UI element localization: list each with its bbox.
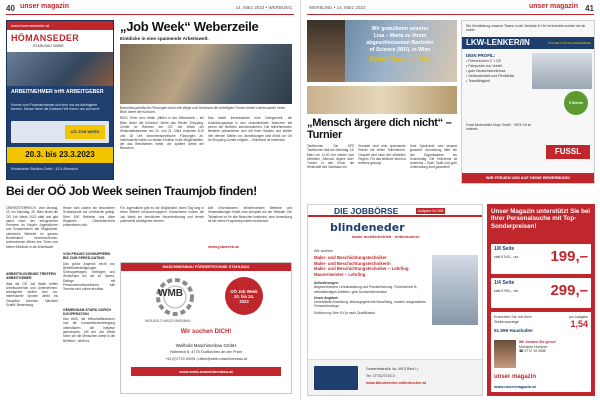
congrats-signoff: Deine Oma und Opa: [369, 56, 431, 63]
lkw-contact: Fussl Modestraße Mayr GmbH · 4974 Ort im Innkreis: [466, 123, 532, 132]
turnier-col-3: Jede Spielrunde wird separat gewertet. Anmeldung bitte bei den Organisatoren bis Donnerstag. Die Teilnahme ist kostenlos – Spiel, Spaß und gute Unterhaltung sind garantiert!: [409, 144, 457, 170]
main-sub-1: ARBEITSUCHENDE TREFFEN ARBEITGEBER: [6, 272, 56, 281]
ad-footer: Hömanseder Stahlbau GmbH · 4211 Alberndorf: [11, 167, 78, 171]
lkw-badge: 5 Sterne: [564, 91, 588, 115]
article-col-1: RIED. Einer dem Motto „Mitten in der Weberzeile – ein Blick hinter die Kulissen“ bietet das Rieder Shopping-Center im Rahmen der OÖ Job Week der Wirtschaftskammer am 20. und 21. März zwischen 8.30 und 18 Uhr branchenspezifische Führungen an. Interessierte haben so besten Einblick in die Möglichkeiten, die das Berufsleben bietet, der spätere Arbeit der Branchen.: [120, 116, 204, 151]
article-turnier: [307, 86, 457, 202]
offer-2-size: 1/4 Seite: [494, 280, 515, 286]
brand-logo: unser magazin: [20, 3, 70, 10]
offer-2: [491, 278, 591, 308]
congrats-line-1: Wir gratulieren unserer: [371, 26, 429, 32]
wmb-badge: [225, 277, 263, 315]
footer-logo: [314, 366, 358, 390]
ad-url[interactable]: www.hoemanseder.at: [7, 21, 113, 30]
article-weberzeile: [120, 20, 292, 180]
blindeneder-name: blindeneder: [330, 221, 405, 234]
main-sub-2: VON PRAXIS SCHNUPPERN BIS ZUM SPEED-DATING: [63, 252, 111, 261]
position-2: Maler- und Beschichtungstechnikerin: [314, 260, 391, 266]
requirements-text: Abgeschlossene Lehrausbildung und Praxiserfahrung, Führerschein B, selbstständiges Arbeiten, gute Deutschkenntnisse: [314, 285, 418, 294]
list-item: • Teamfähigkeit: [466, 79, 490, 83]
promo-lower: [491, 312, 591, 392]
jobboerse-header: [308, 205, 482, 217]
lkw-title: LKW-LENKER/IN: [466, 38, 530, 47]
article-main: [6, 184, 292, 396]
congrats-banner: [307, 20, 457, 82]
list-item: • Fahrpraxis von Vorteil: [466, 64, 503, 68]
extra-price: 1,54: [570, 319, 588, 329]
main-sub-3: GEMEINSAM STARK DURCH KOOPERATION: [63, 307, 111, 316]
fussl-logo: FUSSL: [546, 145, 590, 159]
wmb-logo: WMB: [158, 288, 183, 299]
offer-1-size: 1/8 Seite: [494, 246, 515, 252]
main-col-3b: Das AMS, die Wirtschaftskammer und die Industriellenvereinigung unterstützen die Initiative gemeinsam. „Mit der Job Week holen wir die Menschen direkt in die Betriebe“, heißt es.: [63, 317, 115, 343]
adviser-label: Wir beraten Sie gerne!: [519, 340, 557, 344]
date-label: 14. März 2023 • WERBUNG: [235, 5, 292, 10]
turnier-col-2: Erwartet wird eine spannende Runde mit vielen Teilnehmern. Gespielt wird nach den offiziellen Regeln. Für das leibliche Wohl ist bestens gesorgt.: [358, 144, 406, 166]
main-col-3: Für Jugendliche gibt es die Möglichkeit, einen Tag lang in einen Betrieb reinzuschnuppern. Erwachsene nutzen die Job Week zur beruflichen Neuorientierung und lernen potenzielle Arbeitgeber kennen.: [120, 206, 204, 223]
article-subhead: Einblicke in eine spannende Arbeitswelt.: [120, 36, 209, 41]
offer-1: [491, 244, 591, 274]
promo-extra-price: [569, 315, 588, 329]
position-4: Maurermeister – Lehrling: [314, 271, 366, 277]
right-header: [301, 2, 600, 14]
ad-map: [11, 121, 109, 143]
lkw-title-suffix: VOLLZEIT FÜR PLANENGEBERE: [547, 41, 591, 45]
left-header: [0, 2, 300, 14]
jobboerse-seeking: Wir suchen: [314, 249, 333, 253]
ad-photo: [7, 52, 113, 86]
wmb-phone[interactable]: +43 (0)7719 20091 | office@wmb-maschinenbau.at: [165, 357, 247, 361]
company-sub: STAHLBAU GMBH: [33, 44, 64, 48]
wmb-web[interactable]: www.wmb-maschinenbau.at: [131, 367, 281, 376]
promo-brand: unser magazin: [494, 374, 537, 380]
offer-1-price: 199,–: [550, 248, 588, 265]
main-col-1b: Was die OÖ Job Week treffen Arbeitsuchende und Unternehmen. Arbeitgeber stellen sich vor, Interessierte können direkt ins Gespräch kommen. Nächster Schritt: Bewerbung.: [6, 281, 58, 308]
date-label: WERBUNG • 14. März 2023: [309, 5, 366, 10]
jobboerse-footer: [308, 359, 482, 395]
turnier-headline: „Mensch ärgere dich nicht“ – Turnier: [307, 117, 452, 141]
jobboerse-photo: [432, 255, 478, 325]
adviser-photo: [494, 340, 516, 368]
ad-headline: ARBEITNEHMER trifft ARBEITGEBER: [11, 89, 104, 95]
offer-1-note: statt € 549,– nur: [494, 255, 519, 259]
offer-2-price: 299,–: [550, 282, 588, 299]
footer-web[interactable]: www.blindeneder-mitterbucher.at: [366, 381, 426, 385]
footer-phone[interactable]: Tel. 07752/7192-0: [366, 374, 395, 378]
position-3: Maler- und Beschichtungstechniker – Lehrling: [314, 266, 409, 272]
wmb-ad: [120, 262, 292, 394]
jobboerse-section: [307, 204, 483, 396]
offer-text: Unbefristete Anstellung, leistungsgerechte Bezahlung, modern ausgestattete Firmenfahrzeuge.: [314, 300, 426, 309]
lkw-profile-label: DEIN PROFIL:: [466, 53, 496, 58]
lkw-cta-bar: WIR FREUEN UNS AUF DEINE BEWERBUNG!: [462, 173, 594, 183]
page-number: 40: [6, 4, 15, 13]
ad-dates: 20.3. bis 23.3.2023: [7, 147, 113, 163]
ad-cta-badge: OÖ JOB WEEK: [65, 125, 105, 139]
hoemanseder-ad: [6, 20, 114, 180]
blindeneder-logo: [312, 221, 478, 245]
header-rule: [6, 14, 294, 15]
wmb-cta: Wir suchen DICH!: [180, 329, 232, 335]
main-col-2b: Das große Angebot reicht von Betriebsbesichtigungen, Schnuppertagen, Vorträgen und Workshops bis hin zu Speed-Datings mit Personalverantwortlichen. Alle Termine sind online abrufbar.: [63, 261, 115, 292]
page-number: 41: [585, 4, 594, 13]
jobboerse-suffix: Aufgabe 51 555: [418, 209, 444, 213]
header-rule: [307, 14, 594, 15]
phone-icon: ☎: [519, 349, 525, 354]
blindeneder-sub: maler meisterbetrieb · mitterbucher: [352, 234, 420, 239]
brand-logo: unser magazin: [528, 3, 578, 10]
main-headline: Bei der OÖ Job Week seinen Traumjob finden!: [6, 184, 257, 198]
congrats-line-2: Lisa – Maria zu ihrem: [373, 33, 427, 39]
company-name: HÖMANSEDER: [11, 33, 80, 43]
position-1: Maler- und Beschichtungstechniker: [314, 255, 387, 260]
adviser-phone[interactable]: ☎ 0772 19 3085: [519, 349, 546, 354]
salary-text: Entlohnung: über KV je nach Qualifikation: [314, 310, 376, 315]
congrats-line-4: of Science (WU), in Wien: [369, 47, 431, 53]
jobboerse-title: DIE JOBBÖRSE: [334, 206, 399, 216]
lkw-intro: Die Verstärkung unseres Teams in der Zentrale in Ort im Innkreis suchen wir ab sofort:: [466, 24, 586, 33]
congrats-line-3: abgeschlossenen Bachelor: [366, 40, 434, 46]
lkw-truck-photo: [532, 53, 592, 89]
wmb-company: Weilbold Maschinenbau GmbH: [175, 343, 237, 348]
offer-2-note: statt € 990,– nur: [494, 289, 519, 293]
lkw-profile-list: [466, 59, 528, 84]
wmb-tagline: MASCHINENBAU FÖRDERTECHNIK STAHLBAU: [121, 263, 291, 271]
list-item: • Führerschein C + CE: [466, 59, 501, 63]
list-item: • Verlässlichkeit und Flexibilität: [466, 74, 514, 78]
wmb-address: Hafeneck 6, 4775 Taufkirchen an der Pram: [169, 350, 243, 354]
offer-label: Unser Angebot:: [314, 295, 339, 300]
lkw-ad: [461, 20, 595, 184]
extra-label: pro Ausgabe: [568, 315, 588, 319]
turnier-photo: [307, 86, 457, 114]
turnier-col-1: Taufkirchen. Der SPÖ Taufkirchen lädt am Samstag, 18. März um 14.00 Uhr wieder zum beliebten „Mensch ärgere dich“ Turnier in das Feuer der Wirtschaft des Gasthaus ein.: [307, 144, 355, 170]
promo-reach: 51.999 Haushalte!: [494, 328, 533, 333]
requirements-label: Anforderungen:: [314, 281, 339, 285]
main-weblink[interactable]: www.jobweek.at: [208, 244, 239, 249]
hoemanseder-logo-area: [7, 30, 113, 52]
article-headline: „Job Week“ Weberzeile: [120, 20, 259, 34]
promo-web[interactable]: www.unsermagazin.at: [494, 384, 536, 389]
promo-title: Unser Magazin unterstützt Sie bei Ihrer Personalsuche mit Top-Sonderpreisen!: [491, 208, 591, 230]
photo-caption: Branchenspezifische Führungen durch die Wege und Seminare der beteiligten Firmen bieten interessierten einen Blick hinter die Kulissen.: [120, 106, 286, 115]
ad-body: Kommt zum Prozesshinweise und lernt uns als Arbeitgeber kennen. Schaut hinter die Kulissen! Wir freuen uns auf euch!: [11, 103, 100, 112]
promo-box: [487, 204, 595, 396]
list-item: • gute Deutschkenntnisse: [466, 69, 506, 73]
wmb-logo-sub: WEILBOLD MASCHINENBAU: [145, 319, 191, 323]
right-page: [300, 0, 600, 400]
article-photo: [120, 44, 292, 104]
footer-address: Gewerbestraße 4a, 4910 Ried i.I.: [366, 367, 419, 371]
adviser-name: Michaela Hummer: [519, 344, 548, 349]
lkw-title-bar: [462, 37, 594, 49]
promo-contact-intro: Erreichen Sie mit Ihrer Stellenanzeige: [494, 315, 532, 324]
main-col-1: OBERÖSTERREICH. Vom Montag, 20. bis Samstag, 25. März findet die OÖ Job Week 2023 statt und gibt damit nach der erfolgreichen Premiere im Vorjahr Jugendlichen und Erwachsenen die Möglichkeit, zahlreiche Betriebe im ganzen Bundesland kennenzulernen. Unternehmen öffnen ihre Türen und bieten Einblicke in die Arbeitswelt.: [6, 206, 58, 249]
main-col-2: Heuer wird zudem ein besonderer Schwerpunkt auf Lehrberufe gelegt. Über 600 Betriebe aus allen Regionen Oberösterreichs präsentieren sich.: [63, 206, 115, 228]
congrats-photo: [307, 20, 345, 82]
article-col-2: Das bietet Interessierten eine Gelegenheit, die Ausbildungswege in den verschiedenen Branchen bei einem der Betriebe kennenzulernen. Die teilnehmenden Betriebe präsentieren sich mit ihren Stärken und stellen ihre offenen Stellen vor. Anmeldungen sind direkt vor Ort im Shopping-Center möglich – Teilnahme ist kostenlos.: [208, 116, 292, 142]
main-col-4: Alle Informationen, teilnehmenden Betriebe und Veranstaltungen findet man kompakt auf der Website. Die Teilnahme ist für alle Besucher kostenlos, eine Anmeldung ist bei vielen Programmpunkten erwünscht.: [208, 206, 292, 223]
wmb-badge-text: OÖ Job Week 20. bis 24. 2023: [230, 288, 258, 304]
